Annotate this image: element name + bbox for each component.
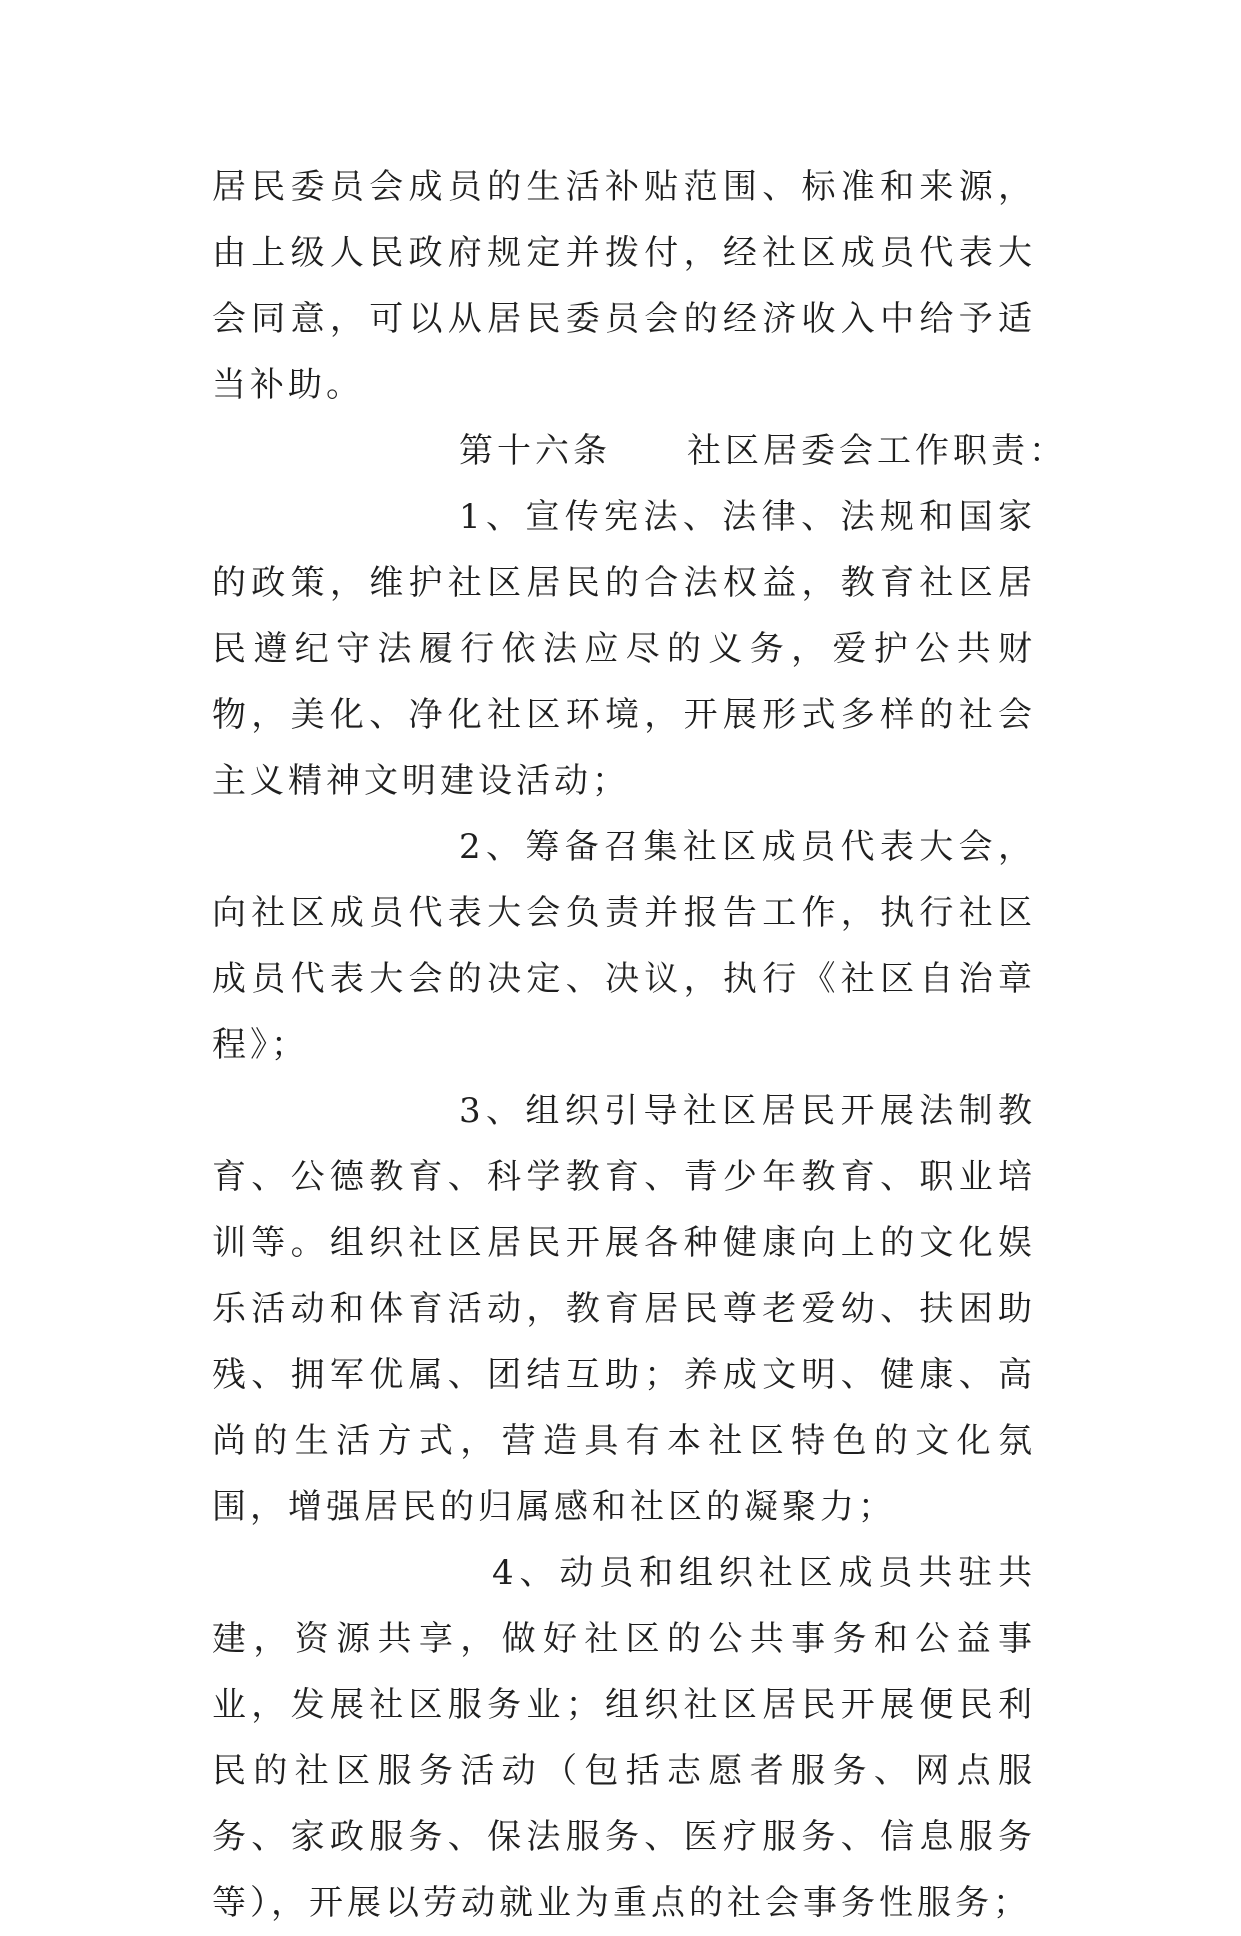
duty-item-1: 1、宣传宪法、法律、法规和国家的政策，维护社区居民的合法权益，教育社区居民遵纪守法履行依法应尽的义务，爱护公共财物，美化、净化社区环境，开展形式多样的社会主义精神文明建设活动； — [212, 497, 1036, 801]
duty-item-3: 3、组织引导社区居民开展法制教育、公德教育、科学教育、青少年教育、职业培训等。组织社区居民开展各种健康向上的文化娱乐活动和体育活动，教育居民尊老爱幼、扶困助残、拥军优属、团结互助；养成文明、健康、高尚的生活方式，营造具有本社区特色的文化氛围，增强居民的归属感和社区的凝聚力； — [212, 1091, 1036, 1527]
document-body — [212, 154, 1067, 1936]
intro-paragraph: 居民委员会成员的生活补贴范围、标准和来源，由上级人民政府规定并拨付，经社区成员代表大会同意，可以从居民委员会的经济收入中给予适当补助。 — [212, 167, 1036, 405]
duty-item-4: 4、动员和组织社区成员共驻共建，资源共享，做好社区的公共事务和公益事业，发展社区服务业；组织社区居民开展便民利民的社区服务活动（包括志愿者服务、网点服务、家政服务、保法服务、医疗服务、信息服务等），开展以劳动就业为重点的社会事务性服务； — [212, 1553, 1036, 1923]
article-heading: 第十六条 社区居委会工作职责： — [459, 431, 1067, 471]
duty-item-2: 2、筹备召集社区成员代表大会，向社区成员代表大会负责并报告工作，执行社区成员代表大会的决定、决议，执行《社区自治章程》； — [212, 827, 1036, 1065]
